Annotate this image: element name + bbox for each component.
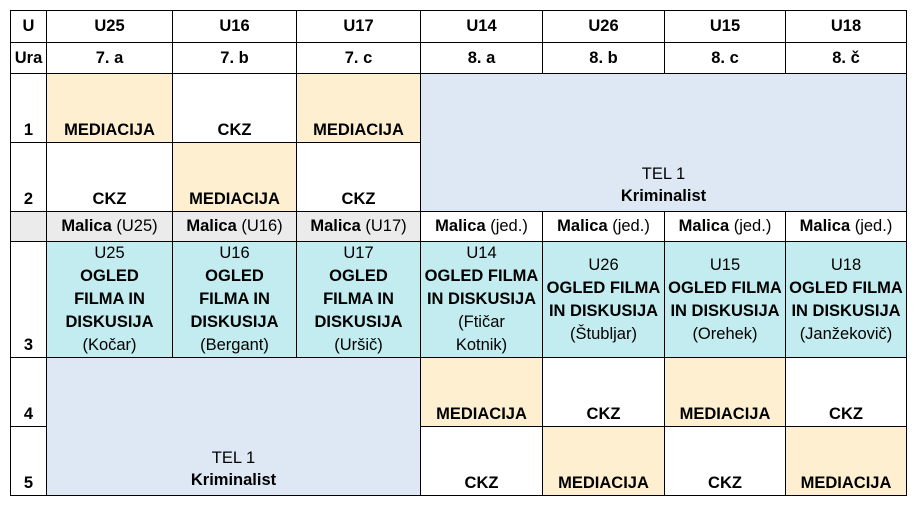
malica-label: Malica [310,217,361,235]
activity-tel-block [421,74,907,212]
ogled-teacher: (Bergant) [200,336,269,354]
activity-ogled-filma [665,242,786,358]
tel-label: TEL 1 [211,449,256,467]
activity-mediacija: MEDIACIJA [665,358,786,427]
malica-label: Malica [799,217,851,235]
malica-cell [786,212,907,242]
malica-note: (jed.) [733,217,772,235]
activity-ogled-filma [543,242,665,358]
class-header: 7. b [173,43,297,74]
activity-mediacija: MEDIACIJA [543,427,665,496]
hour-number: 3 [11,242,47,358]
tel-label: TEL 1 [641,165,686,183]
hour-number: 4 [11,358,47,427]
activity-ogled-filma [297,242,421,358]
ogled-teacher: Kotnik) [455,336,508,354]
class-header: 7. a [47,43,173,74]
activity-ckz: CKZ [297,143,421,212]
tel-title: Kriminalist [620,187,707,205]
ogled-title-line: OGLED FILMA [424,267,539,285]
class-header: 8. c [665,43,786,74]
activity-mediacija: MEDIACIJA [47,74,173,143]
activity-mediacija: MEDIACIJA [421,358,543,427]
hour-row-3 [11,242,907,358]
ogled-title-line: IN DISKUSIJA [548,301,659,320]
room-header: U16 [173,11,297,43]
class-header: 7. c [297,43,421,74]
ogled-title-line: OGLED FILMA [789,278,903,297]
malica-note: (U17) [365,217,407,235]
room-header: U17 [297,11,421,43]
malica-note: (jed.) [854,217,893,235]
ogled-room: U18 [830,255,862,274]
malica-label: Malica [186,217,237,235]
activity-ckz: CKZ [543,358,665,427]
ogled-teacher: (Orehek) [692,324,758,343]
ogled-title-line: OGLED [205,267,264,285]
activity-ogled-filma [173,242,297,358]
activity-ckz: CKZ [173,74,297,143]
room-header: U26 [543,11,665,43]
activity-tel-block [47,358,421,496]
activity-ogled-filma [786,242,907,358]
class-header-row [11,43,907,74]
ogled-title-line: FILMA IN [323,290,394,308]
ogled-teacher: (Kočar) [82,336,137,354]
activity-ckz: CKZ [421,427,543,496]
malica-label: Malica [557,217,608,235]
malica-cell [543,212,665,242]
ogled-title-line: IN DISKUSIJA [670,301,780,320]
ogled-room: U14 [466,244,497,262]
ogled-teacher: (Janžekovič) [799,324,893,343]
hour-row-4 [11,358,907,427]
room-header: U15 [665,11,786,43]
malica-label: Malica [435,217,486,235]
malica-note: (U16) [241,217,283,235]
malica-label: Malica [61,217,112,235]
malica-cell [173,212,297,242]
hour-number: 1 [11,74,47,143]
ogled-room: U15 [709,255,741,274]
ogled-title-line: FILMA IN [199,290,270,308]
room-header: U14 [421,11,543,43]
malica-row [11,212,907,242]
ogled-room: U16 [219,244,250,262]
malica-note: (jed.) [612,217,650,235]
malica-cell [297,212,421,242]
ogled-title-line: DISKUSIJA [65,313,154,331]
header-corner: U [11,11,47,43]
activity-ckz: CKZ [665,427,786,496]
ogled-title-line: FILMA IN [74,290,145,308]
tel-title: Kriminalist [190,471,277,489]
activity-mediacija: MEDIACIJA [297,74,421,143]
hour-number: 5 [11,427,47,496]
room-header: U25 [47,11,173,43]
hour-column-label: Ura [11,43,47,74]
activity-ogled-filma [421,242,543,358]
malica-note: (U25) [116,217,158,235]
ogled-title-line: IN DISKUSIJA [426,290,537,308]
malica-hour-cell [11,212,47,242]
ogled-title-line: OGLED [329,267,388,285]
malica-cell [421,212,543,242]
ogled-title-line: DISKUSIJA [190,313,279,331]
room-header-row [11,11,907,43]
hour-number: 2 [11,143,47,212]
ogled-title-line: OGLED FILMA [546,278,661,297]
schedule-table [10,10,907,496]
room-header: U18 [786,11,907,43]
malica-label: Malica [678,217,730,235]
ogled-room: U17 [343,244,374,262]
ogled-teacher: (Štubljar) [570,324,637,343]
activity-mediacija: MEDIACIJA [173,143,297,212]
activity-ogled-filma [47,242,173,358]
ogled-title-line: DISKUSIJA [314,313,403,331]
activity-ckz: CKZ [786,358,907,427]
malica-cell [665,212,786,242]
ogled-room: U26 [588,255,619,274]
ogled-teacher: (Ftičar [458,313,505,331]
hour-row-1 [11,74,907,143]
malica-note: (jed.) [490,217,528,235]
class-header: 8. č [786,43,907,74]
ogled-room: U25 [94,244,125,262]
ogled-teacher: (Uršič) [334,336,383,354]
ogled-title-line: OGLED [80,267,139,285]
activity-mediacija: MEDIACIJA [786,427,907,496]
class-header: 8. b [543,43,665,74]
activity-ckz: CKZ [47,143,173,212]
class-header: 8. a [421,43,543,74]
malica-cell [47,212,173,242]
ogled-title-line: OGLED FILMA [668,278,782,297]
ogled-title-line: IN DISKUSIJA [791,301,901,320]
